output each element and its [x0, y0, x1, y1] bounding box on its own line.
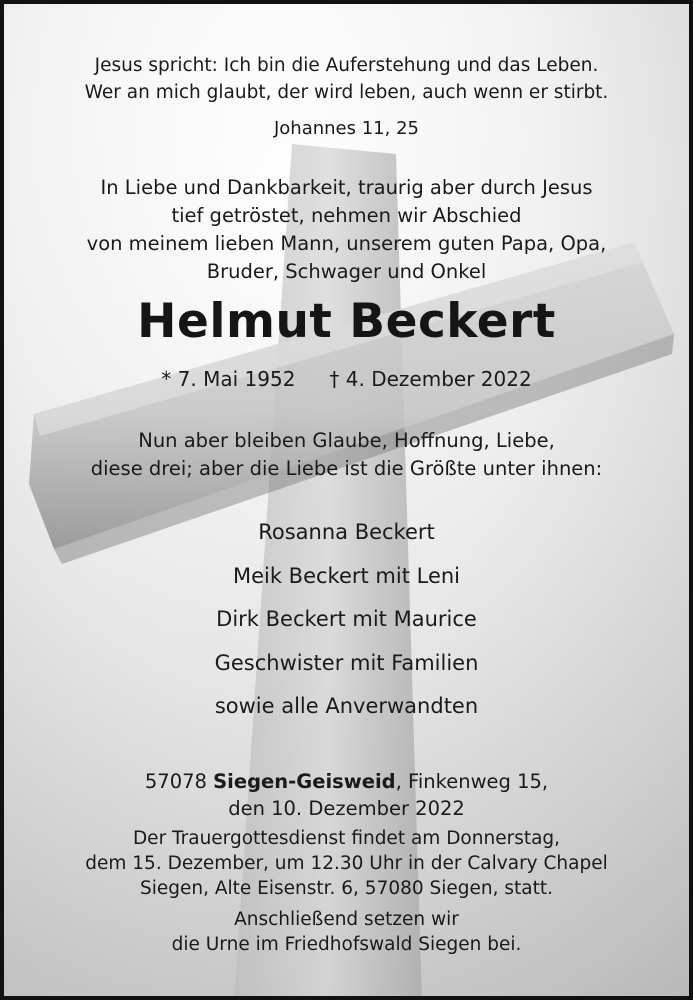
burial-info	[4, 907, 689, 957]
birth-date: * 7. Mai 1952	[161, 367, 296, 391]
service-line: dem 15. Dezember, um 12.30 Uhr in der Calvary Chapel	[85, 853, 608, 874]
faith-line: diese drei; aber die Liebe ist die Größte unter ihnen:	[90, 457, 603, 480]
mourner-item: Dirk Beckert mit Maurice	[216, 607, 477, 631]
intro-line: von meinem lieben Mann, unserem guten Papa, Opa,	[86, 232, 607, 255]
mourner-item: Meik Beckert mit Leni	[232, 563, 461, 588]
death-date: † 4. Dezember 2022	[329, 367, 532, 391]
mourner-item: Rosanna Beckert	[258, 520, 435, 544]
intro-text	[4, 174, 689, 286]
address-block	[4, 768, 689, 822]
intro-line: Bruder, Schwager und Onkel	[206, 260, 487, 283]
city: Siegen-Geisweid	[213, 770, 396, 793]
street: , Finkenweg 15,	[395, 770, 549, 793]
service-line: Siegen, Alte Eisenstr. 6, 57080 Siegen, statt.	[139, 878, 554, 899]
intro-line: In Liebe und Dankbarkeit, traurig aber durch Jesus	[100, 176, 593, 199]
faith-line: Nun aber bleiben Glaube, Hoffnung, Liebe,	[138, 429, 555, 452]
burial-line: Anschließend setzen wir	[234, 909, 459, 930]
postal-code: 57078	[144, 770, 207, 793]
mourner-item: sowie alle Anverwandten	[214, 694, 479, 718]
burial-line: die Urne im Friedhofswald Siegen bei.	[171, 934, 522, 955]
mourners-list	[4, 511, 689, 729]
verse-reference: Johannes 11, 25	[273, 118, 419, 139]
verse-line: Jesus spricht: Ich bin die Auferstehung und das Leben.	[94, 55, 599, 76]
mourner-item: Geschwister mit Familien	[214, 650, 479, 675]
life-dates	[4, 364, 689, 394]
deceased-name: Helmut Beckert	[137, 294, 556, 349]
address-line	[4, 768, 689, 795]
verse-line: Wer an mich glaubt, der wird leben, auch wenn er stirbt.	[84, 82, 609, 103]
intro-line: tief getröstet, nehmen wir Abschied	[171, 204, 522, 227]
service-line: Der Trauergottesdienst findet am Donnerstag,	[132, 828, 561, 849]
bible-verse	[4, 52, 689, 106]
faith-quote	[4, 427, 689, 483]
funeral-service-info	[4, 826, 689, 901]
notice-date: den 10. Dezember 2022	[228, 797, 465, 820]
